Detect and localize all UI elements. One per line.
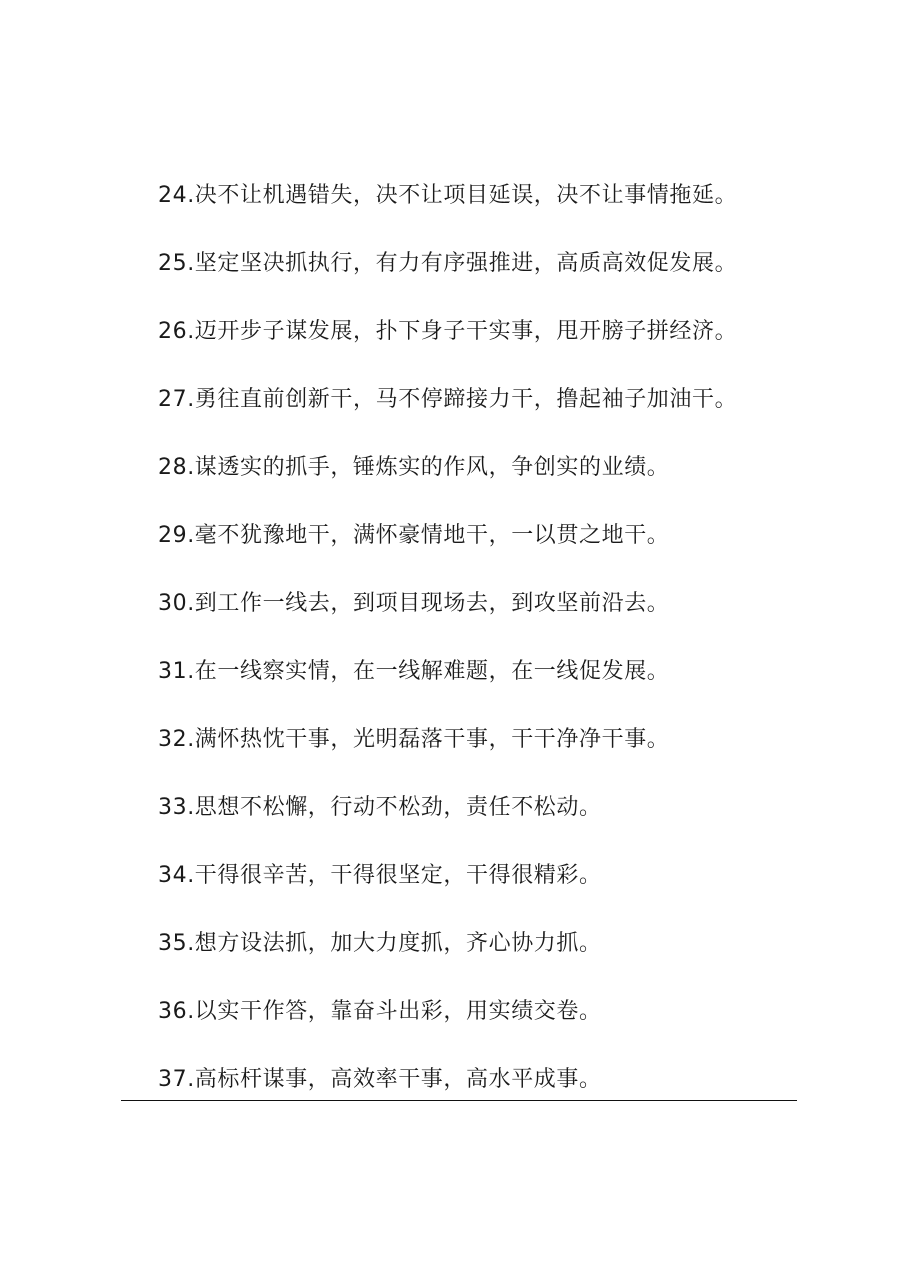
- list-item: 32.满怀热忱干事，光明磊落干事，干干净净干事。: [158, 727, 670, 752]
- list-item: 24.决不让机遇错失，决不让项目延误，决不让事情拖延。: [158, 183, 738, 208]
- list-item: 36.以实干作答，靠奋斗出彩，用实绩交卷。: [158, 999, 602, 1024]
- list-item: 29.毫不犹豫地干，满怀豪情地干，一以贯之地干。: [158, 523, 670, 548]
- list-item: 26.迈开步子谋发展，扑下身子干实事，甩开膀子拼经济。: [158, 319, 738, 344]
- slogan-list: [158, 176, 818, 1128]
- list-item: 25.坚定坚决抓执行，有力有序强推进，高质高效促发展。: [158, 251, 738, 276]
- list-item: 31.在一线察实情，在一线解难题，在一线促发展。: [158, 659, 670, 684]
- list-item: 28.谋透实的抓手，锤炼实的作风，争创实的业绩。: [158, 455, 670, 480]
- list-item: 34.干得很辛苦，干得很坚定，干得很精彩。: [158, 863, 602, 888]
- list-item: 37.高标杆谋事，高效率干事，高水平成事。: [158, 1067, 602, 1092]
- list-item: 35.想方设法抓，加大力度抓，齐心协力抓。: [158, 931, 602, 956]
- list-item: 33.思想不松懈，行动不松劲，责任不松动。: [158, 795, 602, 820]
- footer-divider: [121, 1100, 797, 1101]
- list-item: 27.勇往直前创新干，马不停蹄接力干，撸起袖子加油干。: [158, 387, 738, 412]
- list-item: 30.到工作一线去，到项目现场去，到攻坚前沿去。: [158, 591, 670, 616]
